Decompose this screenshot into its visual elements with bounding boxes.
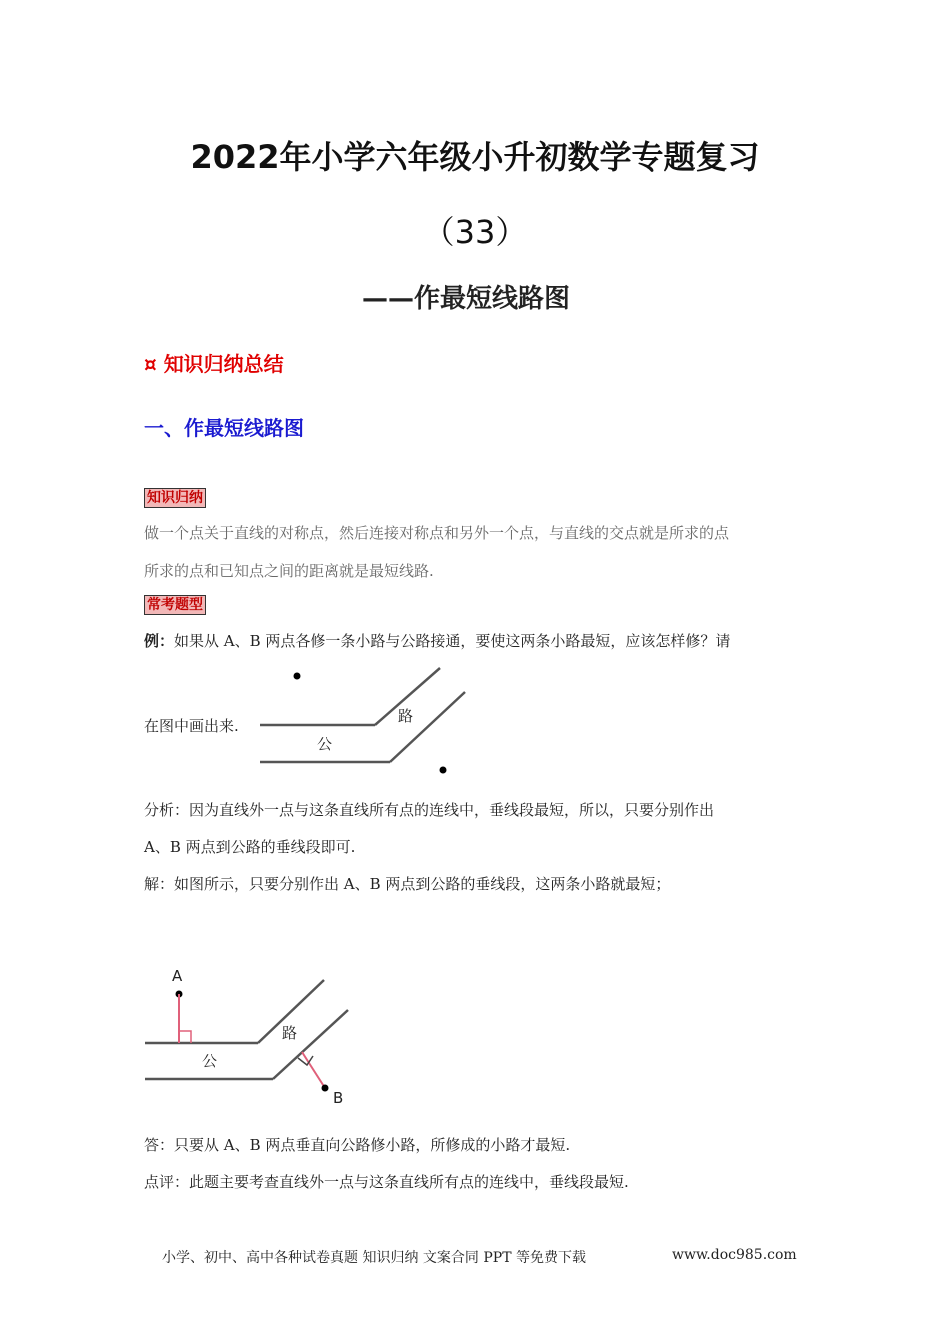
answer-line: 答：只要从 A、B 两点垂直向公路修小路，所修成的小路才最短.: [144, 1136, 571, 1154]
knowledge-tag: 知识归纳: [144, 488, 206, 508]
example-label: 例：: [144, 632, 175, 650]
knowledge-line-1: 做一个点关于直线的对称点，然后连接对称点和另外一个点，与直线的交点就是所求的点: [144, 524, 730, 542]
footer-text: 小学、初中、高中各种试卷真题 知识归纳 文案合同 PPT 等免费下载: [162, 1250, 586, 1266]
perpendicular-b: [302, 1052, 325, 1088]
point-b-dot: [440, 767, 447, 774]
analysis-line-2: A、B 两点到公路的垂线段即可.: [144, 838, 356, 856]
topic-heading: 一、作最短线路图: [144, 416, 304, 440]
page-subtitle: ——作最短线路图: [362, 284, 571, 314]
road-label-gong: 公: [202, 1052, 218, 1070]
point-a-dot: [294, 673, 301, 680]
solution-line: 解：如图所示，只要分别作出 A、B 两点到公路的垂线段，这两条小路就最短；: [144, 875, 671, 893]
road-label-lu: 路: [398, 707, 414, 725]
point-b-label: B: [333, 1089, 344, 1107]
example-question-line-2: 在图中画出来.: [144, 717, 239, 735]
point-b-dot: [322, 1085, 329, 1092]
road-label-gong: 公: [317, 735, 333, 753]
right-angle-mark-a: [179, 1031, 191, 1043]
example-question-line-1: [144, 631, 730, 651]
question-diagram: [255, 660, 475, 780]
issue-number: （33）: [422, 213, 528, 251]
summary-heading: ¤ 知识归纳总结: [144, 352, 284, 376]
solution-diagram: [140, 960, 360, 1110]
example-question-text: 如果从 A、B 两点各修一条小路与公路接通，要使这两条小路最短，应该怎样修？请: [174, 632, 731, 650]
knowledge-line-2: 所求的点和已知点之间的距离就是最短线路.: [144, 562, 434, 580]
page-title: 2022年小学六年级小升初数学专题复习: [190, 138, 760, 176]
analysis-line-1: 分析：因为直线外一点与这条直线所有点的连线中，垂线段最短，所以，只要分别作出: [144, 801, 715, 819]
road-lower-edge-diagonal: [273, 1010, 348, 1079]
footer-url[interactable]: www.doc985.com: [672, 1247, 797, 1263]
example-tag: 常考题型: [144, 595, 206, 615]
point-a-label: A: [172, 967, 183, 985]
comment-line: 点评：此题主要考查直线外一点与这条直线所有点的连线中，垂线段最短.: [144, 1173, 629, 1191]
road-label-lu: 路: [282, 1024, 298, 1042]
